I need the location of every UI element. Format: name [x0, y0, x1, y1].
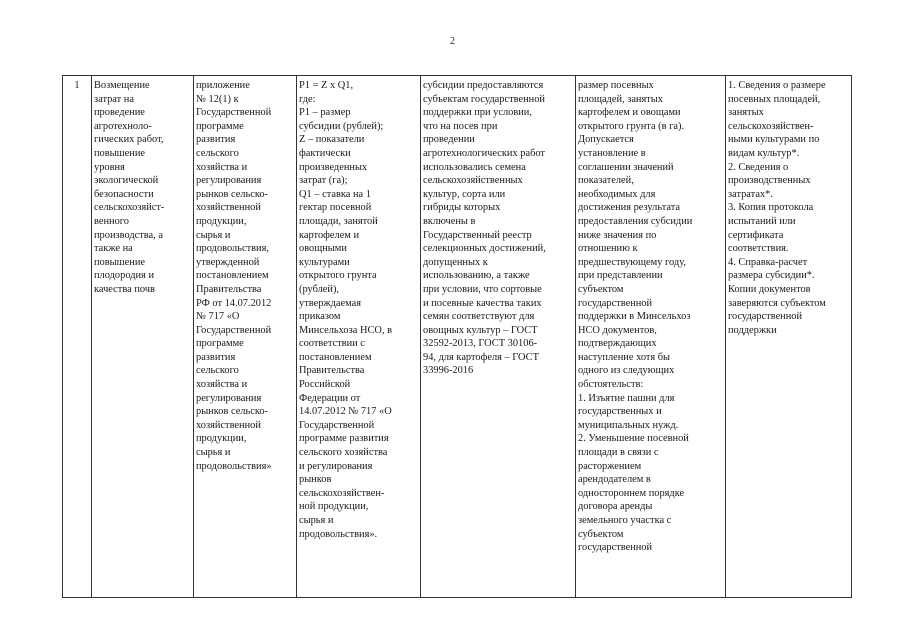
- cell-line: венного: [94, 215, 129, 227]
- cell-line: площади в связи с: [578, 447, 659, 459]
- cell-line: также на: [94, 243, 133, 255]
- cell-line: субъектом: [578, 283, 624, 295]
- cell-line: продовольствия».: [299, 528, 378, 540]
- cell-line: поддержки при условии,: [423, 107, 532, 119]
- cell-line: ниже значения по: [578, 229, 657, 241]
- cell-legal-basis: [194, 76, 297, 598]
- cell-line: размера субсидии*.: [728, 270, 815, 282]
- cell-line: государственных и: [578, 406, 662, 418]
- cell-line: развития: [196, 134, 236, 146]
- cell-line: отношению к: [578, 243, 638, 255]
- cell-line: затрат (га);: [299, 175, 348, 187]
- cell-line: открытого грунта: [299, 270, 377, 282]
- cell-conditions: [421, 76, 576, 598]
- cell-line: расторжением: [578, 460, 642, 472]
- cell-line: занятых: [728, 107, 764, 119]
- cell-line: приказом: [299, 311, 341, 323]
- cell-line: одного из следующих: [578, 365, 675, 377]
- cell-line: 2. Сведения о: [728, 161, 789, 173]
- cell-line: овощных культур – ГОСТ: [423, 324, 538, 336]
- cell-line: регулирования: [196, 175, 262, 187]
- cell-line: безопасности: [94, 188, 154, 200]
- cell-line: использованию, а также: [423, 270, 530, 282]
- cell-result-indicator: [576, 76, 726, 598]
- cell-line: уровня: [94, 161, 125, 173]
- cell-line: экологической: [94, 175, 159, 187]
- cell-line: субъектом: [578, 528, 624, 540]
- cell-line: № 717 «О: [196, 311, 240, 323]
- cell-line: приложение: [196, 80, 250, 91]
- cell-line: площади, занятой: [299, 215, 378, 227]
- cell-line: предоставления субсидии: [578, 215, 693, 227]
- cell-line: (рублей),: [299, 283, 340, 295]
- cell-line: производственных: [728, 175, 811, 187]
- cell-line: программе развития: [299, 433, 389, 445]
- cell-line: размер посевных: [578, 80, 654, 91]
- cell-line: Q1 – ставка на 1: [299, 188, 371, 200]
- cell-line: гектар посевной: [299, 202, 372, 214]
- cell-line: сельского: [196, 365, 239, 377]
- cell-line: площадей, занятых: [578, 93, 663, 105]
- cell-line: сельскохозяйственных: [423, 175, 523, 187]
- cell-line: одностороннем порядке: [578, 487, 685, 499]
- cell-line: установление в: [578, 147, 646, 159]
- cell-line: качества почв: [94, 283, 155, 295]
- cell-line: регулирования: [196, 392, 262, 404]
- cell-line: 32592-2013, ГОСТ 30106-: [423, 338, 538, 350]
- cell-line: постановлением: [196, 270, 269, 282]
- cell-line: утверждаемая: [299, 297, 361, 309]
- cell-line: Правительства: [299, 365, 365, 377]
- cell-line: фактически: [299, 147, 351, 159]
- cell-line: агротехнологических работ: [423, 147, 545, 159]
- cell-line: достижения результата: [578, 202, 680, 214]
- cell-subsidy-purpose: [92, 76, 194, 598]
- cell-line: необходимых для: [578, 188, 656, 200]
- cell-line: проведении: [423, 134, 475, 146]
- cell-line: предшествующему году,: [578, 256, 686, 268]
- cell-line: продукции,: [196, 433, 247, 445]
- cell-line: арендодателем в: [578, 474, 651, 486]
- cell-line: субъектам государственной: [423, 93, 545, 105]
- cell-line: Государственной: [196, 324, 272, 336]
- cell-line: при представлении: [578, 270, 663, 282]
- cell-line: соответствии с: [299, 338, 365, 350]
- cell-line: муниципальных нужд.: [578, 419, 679, 431]
- cell-line: сельскохозяйст-: [94, 202, 165, 214]
- cell-line: и посевные качества таких: [423, 297, 542, 309]
- cell-line: Копии документов: [728, 283, 811, 295]
- cell-line: проведение: [94, 107, 145, 119]
- cell-line: затрат на: [94, 93, 134, 105]
- cell-line: сельского: [196, 147, 239, 159]
- cell-line: испытаний или: [728, 215, 796, 227]
- cell-line: овощными: [299, 243, 347, 255]
- cell-line: Государственный реестр: [423, 229, 532, 241]
- cell-line: видам культур*.: [728, 147, 800, 159]
- cell-line: 1. Сведения о размере: [728, 80, 826, 91]
- cell-line: 94, для картофеля – ГОСТ: [423, 351, 539, 363]
- row-number: 1: [74, 80, 80, 91]
- cell-line: и регулирования: [299, 460, 373, 472]
- cell-line: субсидии предоставляются: [423, 80, 544, 91]
- cell-line: заверяются субъектом: [728, 297, 826, 309]
- subsidy-table: [62, 75, 852, 598]
- cell-line: 3. Копия протокола: [728, 202, 814, 214]
- cell-line: Государственной: [196, 107, 272, 119]
- cell-line: 4. Справка-расчет: [728, 256, 808, 268]
- cell-line: РФ от 14.07.2012: [196, 297, 272, 309]
- cell-line: рынков сельско-: [196, 188, 269, 200]
- cell-line: при условии, что сортовые: [423, 283, 542, 295]
- cell-required-documents: [726, 76, 852, 598]
- cell-line: Допускается: [578, 134, 634, 146]
- cell-line: включены в: [423, 215, 476, 227]
- cell-line: 2. Уменьшение посевной: [578, 433, 689, 445]
- cell-line: соглашении значений: [578, 161, 674, 173]
- cell-line: Правительства: [196, 283, 262, 295]
- cell-line: картофелем и овощами: [578, 107, 681, 119]
- cell-calculation-formula: [297, 76, 421, 598]
- cell-line: открытого грунта (в га).: [578, 120, 685, 132]
- cell-line: обстоятельств:: [578, 379, 644, 391]
- cell-line: НСО документов,: [578, 324, 657, 336]
- cell-line: Федерации от: [299, 392, 361, 404]
- cell-line: рынков: [299, 474, 332, 486]
- cell-line: продовольствия,: [196, 243, 269, 255]
- cell-line: наступление хотя бы: [578, 351, 670, 363]
- cell-line: произведенных: [299, 161, 368, 173]
- cell-line: плодородия и: [94, 270, 154, 282]
- cell-line: что на посев при: [423, 120, 498, 132]
- cell-line: агротехноло-: [94, 120, 152, 132]
- page-number: 2: [450, 36, 455, 47]
- cell-line: посевных площадей,: [728, 93, 821, 105]
- cell-line: ной продукции,: [299, 501, 369, 513]
- cell-line: Государственной: [299, 419, 375, 431]
- cell-line: продовольствия»: [196, 460, 272, 472]
- cell-line: государственной: [578, 297, 653, 309]
- cell-line: гических работ,: [94, 134, 164, 146]
- cell-line: 33996-2016: [423, 365, 474, 377]
- cell-line: государственной: [728, 311, 803, 323]
- cell-line: программе: [196, 338, 244, 350]
- cell-line: постановлением: [299, 351, 372, 363]
- cell-line: утвержденной: [196, 256, 260, 268]
- cell-line: сырья и: [299, 515, 334, 526]
- cell-line: P1 – размер: [299, 107, 351, 119]
- cell-line: хозяйственной: [196, 202, 261, 214]
- cell-line: производства, а: [94, 229, 163, 241]
- cell-line: повышение: [94, 256, 145, 268]
- cell-line: № 12(1) к: [196, 93, 239, 105]
- cell-line: показателей,: [578, 175, 634, 187]
- cell-line: поддержки в Минсельхоз: [578, 311, 691, 323]
- cell-line: рынков сельско-: [196, 406, 269, 418]
- cell-line: культурами: [299, 256, 350, 268]
- cell-line: договора аренды: [578, 501, 653, 513]
- cell-line: Минсельхоза НСО, в: [299, 324, 392, 336]
- cell-line: Российской: [299, 379, 351, 391]
- cell-line: субсидии (рублей);: [299, 120, 384, 132]
- cell-line: селекционных достижений,: [423, 243, 546, 255]
- cell-line: 1. Изъятие пашни для: [578, 392, 675, 404]
- cell-line: хозяйства и: [196, 161, 248, 173]
- cell-line: ными культурами по: [728, 134, 820, 146]
- table-row: [63, 76, 852, 598]
- cell-line: затратах*.: [728, 188, 773, 200]
- cell-line: земельного участка с: [578, 515, 672, 526]
- row-number-cell: [63, 76, 92, 598]
- cell-line: P1 = Z x Q1,: [299, 80, 354, 91]
- cell-line: поддержки: [728, 324, 777, 336]
- cell-line: повышение: [94, 147, 145, 159]
- cell-line: развития: [196, 351, 236, 363]
- cell-line: сырья и: [196, 447, 231, 459]
- cell-line: продукции,: [196, 215, 247, 227]
- cell-line: хозяйства и: [196, 379, 248, 391]
- cell-line: сельскохозяйствен-: [299, 487, 385, 499]
- cell-line: допущенных к: [423, 256, 488, 268]
- cell-line: хозяйственной: [196, 419, 261, 431]
- cell-line: картофелем и: [299, 229, 360, 241]
- cell-line: сырья и: [196, 229, 231, 241]
- cell-line: использовались семена: [423, 161, 526, 173]
- cell-line: 14.07.2012 № 717 «О: [299, 406, 392, 418]
- cell-line: где:: [299, 93, 316, 105]
- cell-line: гибриды которых: [423, 202, 501, 214]
- cell-line: программе: [196, 120, 244, 132]
- cell-line: Возмещение: [94, 80, 150, 91]
- cell-line: сельскохозяйствен-: [728, 120, 814, 132]
- cell-line: подтверждающих: [578, 338, 657, 350]
- cell-line: государственной: [578, 542, 653, 554]
- cell-line: соответствия.: [728, 243, 789, 255]
- cell-line: Z – показатели: [299, 134, 365, 146]
- cell-line: культур, сорта или: [423, 188, 506, 200]
- cell-line: сертификата: [728, 229, 784, 241]
- cell-line: сельского хозяйства: [299, 447, 388, 459]
- cell-line: семян соответствуют для: [423, 311, 535, 323]
